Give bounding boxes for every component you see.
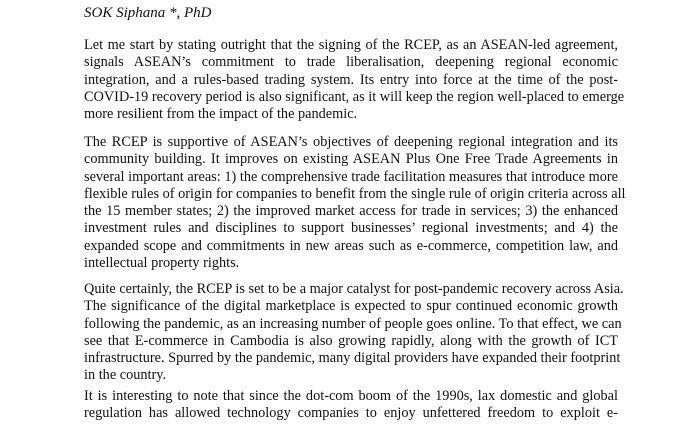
text-line: community building. It improves on existing ASEAN Plus One Free Trade Agreements in [84, 151, 618, 168]
text-line: following the pandemic, as an increasing number of people goes online. To that effect, we can [84, 315, 622, 332]
text-line: Quite certainly, the RCEP is set to be a major catalyst for post-pandemic recovery across Asia. [84, 281, 624, 297]
text-line: signals ASEAN’s commitment to trade liberalisation, deepening regional economic [84, 54, 618, 71]
paragraph-1 [84, 37, 625, 123]
text-line: see that E-commerce in Cambodia is also growing rapidly, along with the growth of ICT [84, 332, 618, 349]
text-line: investment rules and disciplines to support businesses’ regional investments; and 4) the [84, 220, 618, 237]
text-line: regulation has allowed technology companies to enjoy unfettered freedom to exploit e- [84, 405, 618, 422]
text-line: flexible rules of origin for companies to benefit from the single rule of origin criteria across all [84, 185, 626, 202]
text-line: infrastructure. Spurred by the pandemic, many digital providers have expanded their footprint [84, 350, 621, 367]
text-line: integration, and a rules-based trading system. Its entry into force at the time of the post- [84, 71, 618, 88]
text-line: expanded scope and commitments in new areas such as e-commerce, competition law, and [84, 237, 618, 254]
text-line: COVID-19 recovery period is also significant, as it will keep the region well-placed to emerge [84, 88, 625, 105]
paragraph-3 [84, 281, 624, 385]
text-line: Let me start by stating outright that the signing of the RCEP, as an ASEAN-led agreement, [84, 37, 618, 53]
author-byline: SOK Siphana *, PhD [84, 5, 212, 21]
text-line: intellectual property rights. [84, 255, 240, 272]
text-line: The RCEP is supportive of ASEAN’s objectives of deepening regional integration and its [84, 134, 618, 150]
text-line: It is interesting to note that since the dot-com boom of the 1990s, lax domestic and global [84, 388, 618, 404]
text-line: several important areas: 1) the comprehensive trade facilitation measures that introduce more [84, 168, 618, 185]
paragraph-4 [84, 388, 618, 423]
text-line: the 15 member states; 2) the improved market access for trade in services; 3) the enhanced [84, 203, 618, 220]
text-line: in the country. [84, 367, 167, 384]
paragraph-2 [84, 134, 626, 272]
text-line: The significance of the digital marketplace is expected to spur continued economic growth [84, 298, 618, 315]
text-line: more resilient from the impact of the pandemic. [84, 106, 358, 123]
